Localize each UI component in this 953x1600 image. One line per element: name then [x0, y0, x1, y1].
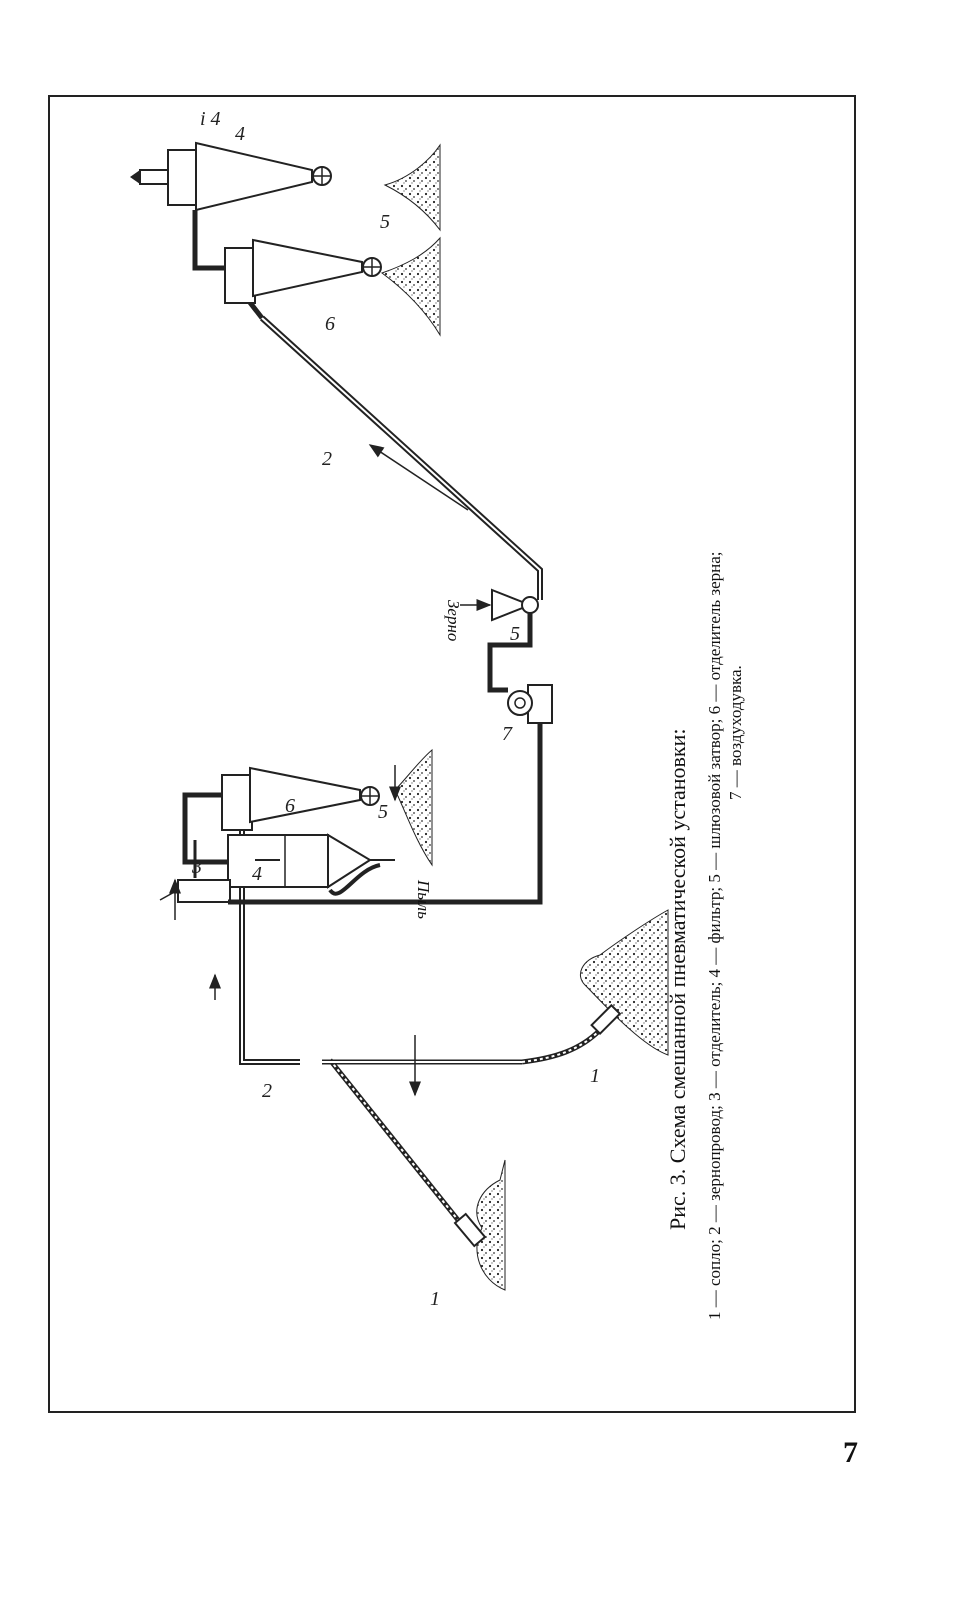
blower [490, 610, 552, 723]
label-top-mark: і 4 [200, 108, 221, 130]
label-grain: Зерно [444, 600, 463, 642]
figure-caption-title: Рис. 3. Схема смешанной пневматической установки: [665, 728, 690, 1230]
label-nozzle-a: 1 [430, 1288, 440, 1310]
grain-pile-top-right [385, 145, 440, 230]
grain-pipe-inclined [248, 300, 540, 600]
label-filter-b: 4 [235, 123, 245, 145]
grain-pile-mid [395, 750, 432, 865]
label-lock-a: 5 [378, 801, 388, 823]
label-grain-sep-a: 6 [285, 795, 295, 817]
grain-separator-left [222, 768, 379, 830]
flow-arrow-incline [370, 445, 468, 510]
label-nozzle-b: 1 [590, 1065, 600, 1087]
label-grain-sep-b: 6 [325, 313, 335, 335]
label-lock-c: 5 [380, 211, 390, 233]
filter-right [130, 143, 331, 210]
label-blower: 7 [502, 723, 512, 745]
nozzle-assembly-left [330, 1060, 485, 1246]
page-number: 7 [843, 1436, 858, 1469]
label-filter-a: 4 [252, 863, 262, 885]
nozzle-assembly-right [322, 1005, 620, 1062]
label-lock-b: 5 [510, 623, 520, 645]
grain-pile-top-right-2 [382, 238, 440, 335]
label-pipe-a: 2 [262, 1080, 272, 1102]
grain-pile-bottom-left [477, 1160, 505, 1290]
label-pipe-b: 2 [322, 448, 332, 470]
label-separator-small: 3 [192, 856, 202, 878]
figure-legend-line1: 1 — сопло; 2 — зернопровод; 3 — отделитель; 4 — фильтр; 5 — шлюзовой затвор; 6 — отделитель зерна; [705, 551, 724, 1320]
connector-pipe-right [195, 210, 225, 268]
grain-feed-lock [460, 590, 538, 620]
label-dust: Пыль [414, 880, 433, 919]
figure-legend-line2: 7 — воздуходувка. [726, 665, 745, 800]
grain-separator-right [225, 240, 381, 303]
